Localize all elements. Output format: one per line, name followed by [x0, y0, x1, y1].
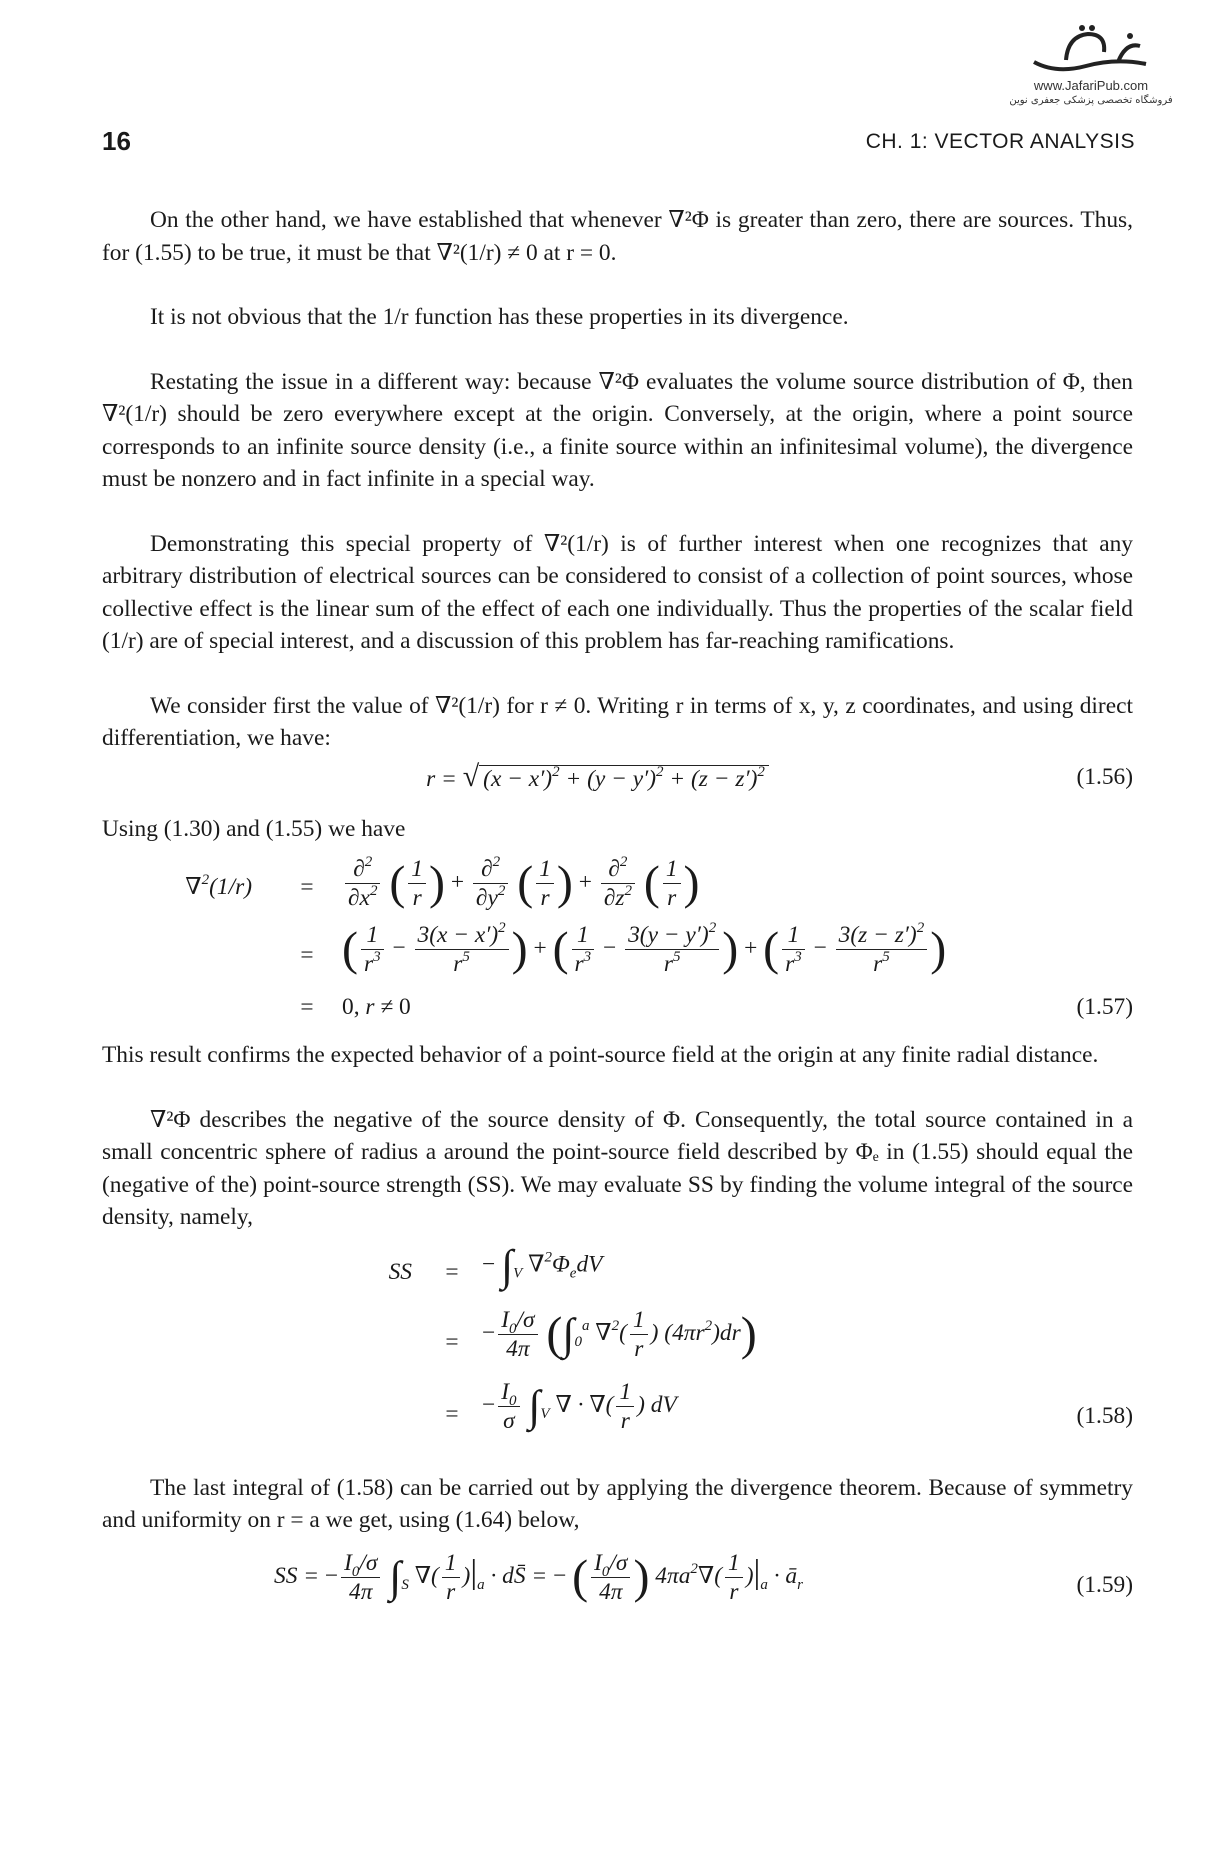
equation-number: (1.59) [1076, 1571, 1133, 1598]
equation-1-56: r = √ $(x - x')^2 + (y - y')^2 + (z - z')^2$ (1.56) [426, 759, 1133, 793]
paragraph-1: On the other hand, we have established that whenever ∇²Φ is greater than zero, there are sources. Thus, for (1.55) to be true, it must be that ∇²(1/r) ≠ 0 at r = 0. [102, 207, 1133, 266]
page-body [102, 204, 1133, 1637]
paragraph-7: This result confirms the expected behavior of a point-source field at the origin at any finite radial distance. [102, 1042, 1099, 1068]
paragraph-4: Demonstrating this special property of ∇²(1/r) is of further interest when one recognizes that any arbitrary distribution of electrical sources can be considered to consist of a collection of point sources, whose collective effect is the linear sum of the effect of each one individually. Thus the properties of the scalar field (1/r) are of special interest, and a discussion of this problem has far-reaching ramifications. [102, 530, 1133, 654]
paragraph-3: Restating the issue in a different way: because ∇²Φ evaluates the volume source distribution of Φ, then ∇²(1/r) should be zero everywhere except at the origin. Conversely, at the origin, where a point source corresponds to an infinite source density (i.e., a finite source within an infinitesimal volume), the divergence must be nonzero and in fact infinite in a special way. [102, 368, 1133, 492]
equation-number: (1.57) [1076, 994, 1133, 1020]
equation-number: (1.56) [1076, 763, 1133, 790]
paragraph-9: The last integral of (1.58) can be carried out by applying the divergence theorem. Because of symmetry and uniformity on r = a we get, using (1.64) below, [102, 1474, 1133, 1533]
watermark-persian-text: فروشگاه تخصصی پزشکی جعفری نوین [1009, 95, 1173, 106]
paragraph-8: ∇²Φ describes the negative of the source density of Φ. Consequently, the total source contained in a small concentric sphere of radius a around the point-source field described by Φₑ in (1.55) should equal the (negative of the) point-source strength (SS). We may evaluate SS by finding the volume integral of the source density, namely, [102, 1106, 1133, 1230]
equation-number: (1.58) [1076, 1402, 1133, 1429]
paragraph-6: Using (1.30) and (1.55) we have [102, 815, 406, 842]
publisher-watermark [1001, 22, 1181, 106]
publisher-logo-icon [1026, 22, 1156, 80]
paragraph-2: It is not obvious that the 1/r function has these properties in its divergence. [150, 304, 849, 330]
equation-1-59: SS = − $\frac{I_0/\sigma}{4\pi}$ $\int_S$ ∇( $\frac{1}{r}$ )$|_a$ · dS̄ = − ( $\frac{I_0/\sigma}{4\pi}$ ) $4\pi a^2\nabla$( $\frac{1}{r}$ )$|_a$ · $ā_r$ (1.59) [274, 1549, 1133, 1605]
page-number: 16 [102, 126, 131, 156]
watermark-url: www.JafariPub.com [1033, 78, 1149, 93]
equation-1-57: ∇$^2$(1/r) = $\frac{\partial^2}{\partial x^2}$ ( $\frac{1}{r}$ ) + $\frac{\partial^2}{\partial y^2}$ ( $\frac{1}{r}$ ) + $\frac{\partial^2}{\partial z^2}$ ( $\frac{1}{r}$ ) = ( $\frac{1}{r^3}$ − $\frac{3(x - x')^2}{r^5}$ ) + ( $\frac{1}{r^3}$ − $\frac{3(y - y')^2}{r^5}$ ) + ( $\frac{1}{r^3}$ − $\frac{3(z - z')^2}{r^5}$ ) = 0, r ≠ 0 (1.57) [102, 855, 1133, 1027]
paragraph-5: We consider first the value of ∇²(1/r) for r ≠ 0. Writing r in terms of x, y, z coordinates, and using direct differentiation, we have: [102, 692, 1133, 751]
equation-1-58: SS = − $\int_V$ $\nabla^2\Phi_edV$ = − $\frac{I_0/\sigma}{4\pi}$ ($\int_0^a$ ∇$^2$( $\frac{1}{r}$ ) $(4\pi r^2)dr$) = − $\frac{I_0}{\sigma}$ $\int_V$ ∇ · ∇( $\frac{1}{r}$ ) dV (1.58) [388, 1240, 1133, 1434]
chapter-title: CH. 1: VECTOR ANALYSIS [865, 130, 1135, 153]
